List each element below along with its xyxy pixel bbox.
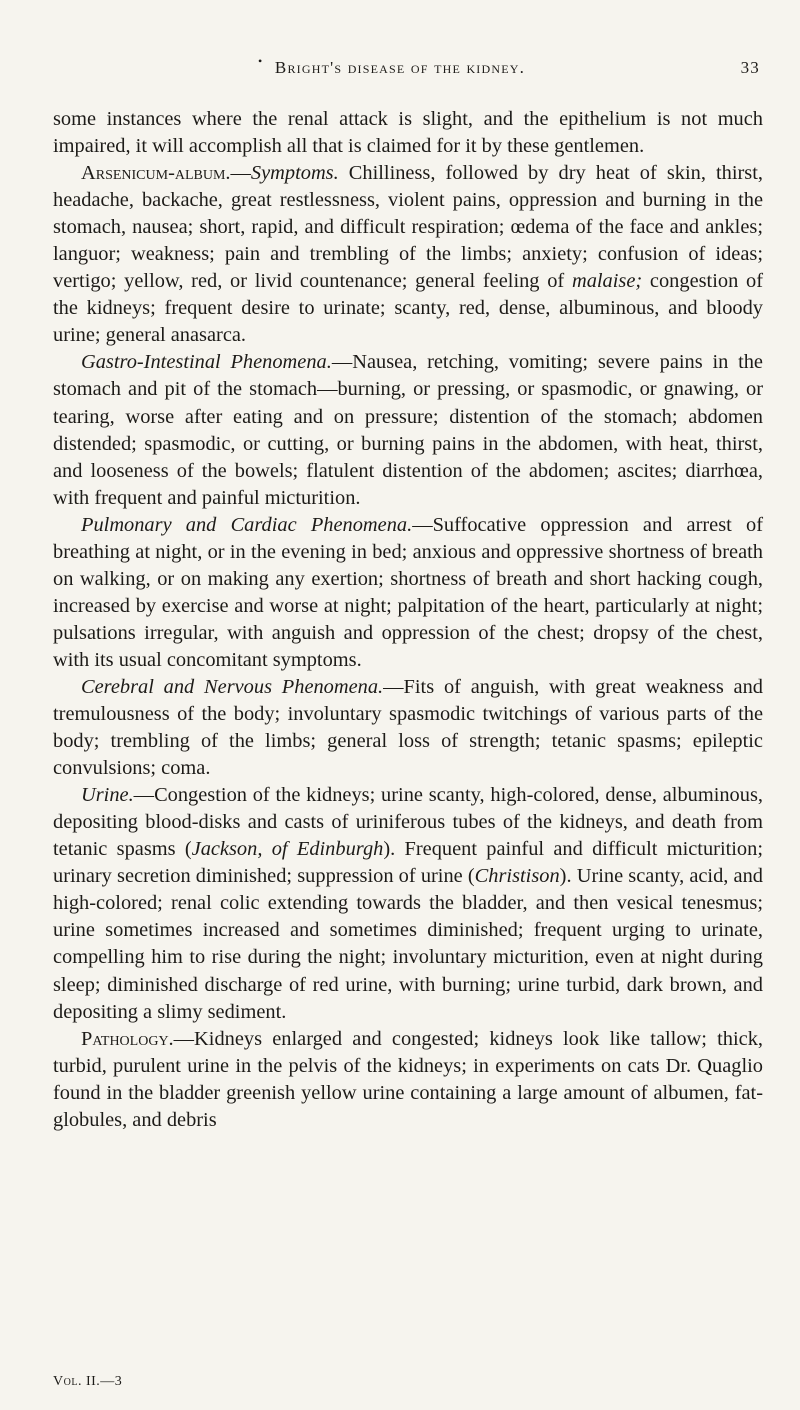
paragraph-pathology [53, 1026, 763, 1134]
text-run: Chilliness, followed by dry heat of skin, thirst, headache, backache, great restlessness, violent pains, oppression and burning in the stomach, nausea; short, rapid, and difficult respiration; œdema of the face and ankles; languor; weakness; pain and trembling of the limbs; anxiety; confusion of ideas; vertigo; yellow, red, or livid countenance; general feeling of [53, 162, 763, 293]
text-run: ). Frequent painful and difficult micturition; urinary secretion diminished; suppression of urine ( [53, 838, 763, 888]
text-run: — [230, 162, 251, 185]
small-caps-heading: Pathology. [81, 1027, 174, 1050]
paragraph-intro [53, 106, 763, 160]
italic-text: Jackson, of Edinburgh [191, 838, 384, 861]
page-body [53, 106, 763, 1134]
paragraph-pulmonary-cardiac [53, 512, 763, 674]
italic-text: Cerebral and Nervous Phenomena. [81, 675, 384, 698]
text-run: —Kidneys enlarged and congested; kidneys look like tallow; thick, turbid, purulent urine in the pelvis of the kidneys; in experiments on cats Dr. Quaglio found in the bladder greenish yellow urine containing a large amount of albumen, fat-globules, and debris [53, 1027, 763, 1131]
text-run: —Fits of anguish, with great weakness and tremulousness of the body; involuntary spasmodic twitchings of various parts of the body; trembling of the limbs; general loss of strength; tetanic spasms; epileptic convulsions; coma. [53, 675, 763, 780]
text-run: ). Urine scanty, acid, and high-colored; renal colic extending towards the bladder, and then vesical tenesmus; urine sometimes increased and sometimes diminished; frequent urging to urinate, compelling him to rise during the night; involuntary micturition, even at night during sleep; diminished discharge of red urine, with burning; urine turbid, dark brown, and depositing a slimy sediment. [53, 865, 763, 1023]
signature-mark: Vol. II.—3 [53, 1374, 123, 1389]
running-title: Bright's disease of the kidney. [274, 58, 526, 77]
paragraph-gastro-intestinal [53, 349, 763, 511]
page-number: 33 [740, 58, 760, 77]
paragraph-urine [53, 782, 763, 1025]
small-caps-heading: Arsenicum-album. [81, 162, 231, 185]
text-run: —Suffocative oppression and arrest of breathing at night, or in the evening in bed; anxious and oppressive shortness of breath on walking, or on making any exertion; shortness of breath and short hacking cough, increased by exercise and worse at night; palpitation of the heart, particularly at night; pulsations irregular, with anguish and oppression of the chest; dropsy of the chest, with its usual concomitant symptoms. [53, 513, 763, 671]
text-run: —Congestion of the kidneys; urine scanty, high-colored, dense, albuminous, depositing blood-disks and casts of uriniferous tubes of the kidneys, and death from tetanic spasms ( [53, 784, 763, 861]
page-header [40, 54, 760, 78]
italic-text: Christison [474, 865, 560, 888]
paragraph-cerebral-nervous [53, 674, 763, 782]
italic-text: Urine. [81, 784, 134, 807]
italic-text: malaise; [571, 270, 643, 293]
italic-text: Symptoms. [250, 162, 339, 185]
bullet-mark: • [258, 54, 264, 68]
italic-text: Pulmonary and Cardiac Phenomena. [81, 513, 413, 536]
text-run: —Nausea, retching, vomiting; severe pains in the stomach and pit of the stomach—burning, or pressing, or spasmodic, or gnawing, or tearing, worse after eating and on pressure; distention of the stomach; abdomen distended; spasmodic, or cutting, or burning pains in the abdomen, with heat, thirst, and looseness of the bowels; flatulent distention of the abdomen; ascites; diarrhœa, with frequent and painful micturition. [53, 351, 763, 509]
text-run: congestion of the kidneys; frequent desire to urinate; scanty, red, dense, albuminous, and bloody urine; general anasarca. [53, 270, 763, 347]
text-run: some instances where the renal attack is slight, and the epithelium is not much impaired, it will accomplish all that is claimed for it by these gentlemen. [53, 108, 763, 158]
paragraph-symptoms [53, 160, 763, 349]
italic-text: Gastro-Intestinal Phenomena. [81, 351, 332, 374]
